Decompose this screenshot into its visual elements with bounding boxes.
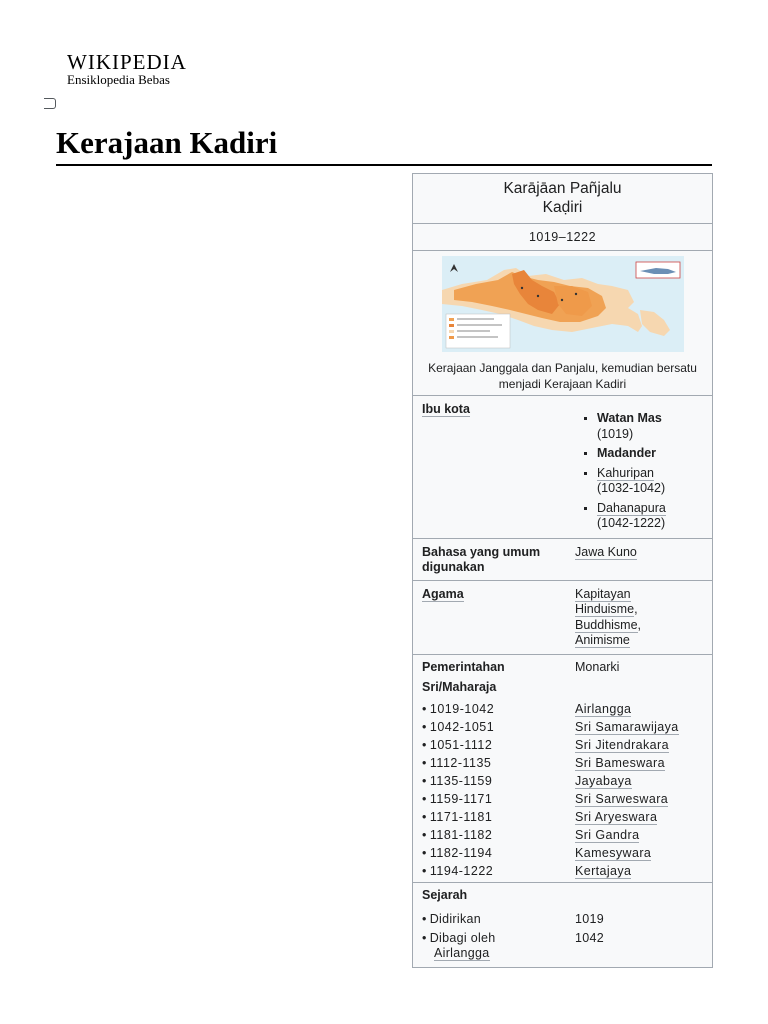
ruler-years: • 1019-1042	[422, 700, 575, 718]
capital-item	[597, 411, 703, 442]
ruler-link[interactable]: Kamesywara	[575, 846, 652, 860]
map-image[interactable]	[422, 251, 703, 358]
ruler-row	[422, 790, 703, 808]
capital-section	[413, 395, 712, 538]
ruler-years: • 1182-1194	[422, 844, 575, 862]
ruler-years: • 1159-1171	[422, 790, 575, 808]
history-event: Dibagi oleh	[429, 931, 496, 945]
capital-link-dahanapura[interactable]: Dahanapura	[597, 500, 666, 515]
ruler-link[interactable]: Sri Gandra	[575, 828, 640, 842]
history-label: Sejarah	[422, 888, 468, 902]
ruler-years: • 1171-1181	[422, 808, 575, 826]
capital-period: (1042-1222)	[597, 516, 666, 530]
page-title: Kerajaan Kadiri	[56, 125, 278, 160]
title-divider	[56, 164, 712, 166]
government-value: Monarki	[575, 659, 620, 674]
language-link[interactable]: Jawa Kuno	[575, 544, 637, 559]
java-map-icon	[442, 256, 684, 352]
ruler-years: • 1112-1135	[422, 754, 575, 772]
government-section	[413, 654, 712, 883]
menu-toggle-icon[interactable]	[44, 98, 56, 109]
religion-link-kapitayan[interactable]: Kapitayan	[575, 586, 631, 601]
ruler-link[interactable]: Jayabaya	[575, 774, 632, 788]
ruler-label: Sri/Maharaja	[422, 680, 497, 694]
ruler-link[interactable]: Sri Jitendrakara	[575, 738, 669, 752]
history-row: • Dibagi oleh Airlangga 1042	[422, 931, 605, 960]
ruler-row	[422, 844, 703, 862]
capital-name: Watan Mas	[597, 411, 662, 425]
capital-item	[597, 466, 703, 497]
history-event-link[interactable]: Airlangga	[434, 946, 490, 960]
infobox-title-line1: Karājāan Pañjalu	[503, 180, 622, 197]
infobox-map-section	[413, 250, 712, 395]
capital-period: (1019)	[597, 426, 634, 441]
capital-period: (1032-1042)	[597, 481, 666, 495]
capital-list	[575, 411, 703, 532]
infobox-years: 1019–1222	[413, 223, 712, 250]
ruler-row	[422, 718, 703, 736]
map-caption: Kerajaan Janggala dan Panjalu, kemudian bersatu menjadi Kerajaan Kadiri	[428, 361, 697, 391]
religion-section: Agama Kapitayan Hinduisme, Buddhisme, Animisme	[413, 580, 712, 654]
language-section	[413, 538, 712, 580]
history-row: • Didirikan 1019	[422, 912, 605, 926]
wikipedia-wordmark: WIKIPEDIA	[67, 50, 187, 74]
history-year: 1019	[575, 912, 605, 926]
ruler-link[interactable]: Sri Aryeswara	[575, 810, 658, 824]
religion-link-hinduisme[interactable]: Hinduisme	[575, 602, 635, 616]
capital-label[interactable]: Ibu kota	[422, 402, 470, 416]
ruler-row	[422, 808, 703, 826]
history-year: 1042	[575, 931, 605, 945]
history-section	[413, 882, 712, 967]
history-event: Didirikan	[429, 912, 482, 926]
ruler-link[interactable]: Sri Samarawijaya	[575, 720, 679, 734]
ruler-years: • 1042-1051	[422, 718, 575, 736]
ruler-row	[422, 826, 703, 844]
ruler-row	[422, 772, 703, 790]
government-label: Pemerintahan	[422, 659, 505, 674]
ruler-years: • 1135-1159	[422, 772, 575, 790]
ruler-link[interactable]: Airlangga	[575, 702, 632, 716]
religion-label[interactable]: Agama	[422, 586, 464, 601]
capital-link-kahuripan[interactable]: Kahuripan	[597, 465, 654, 480]
ruler-link[interactable]: Sri Bameswara	[575, 756, 665, 770]
ruler-row	[422, 736, 703, 754]
capital-item	[597, 501, 703, 532]
language-label: Bahasa yang umum digunakan	[422, 544, 541, 574]
infobox	[412, 173, 713, 968]
infobox-title-line2: Kaḍiri	[542, 199, 583, 216]
ruler-row	[422, 700, 703, 718]
religion-link-buddhisme[interactable]: Buddhisme	[575, 617, 638, 632]
ruler-link[interactable]: Kertajaya	[575, 864, 632, 878]
religion-link-animisme[interactable]: Animisme	[575, 633, 630, 647]
ruler-link[interactable]: Sri Sarweswara	[575, 792, 669, 806]
wikipedia-logo[interactable]	[67, 52, 187, 87]
ruler-years: • 1181-1182	[422, 826, 575, 844]
ruler-row	[422, 862, 703, 880]
capital-item	[597, 446, 703, 462]
ruler-list	[422, 700, 703, 880]
capital-name: Madander	[597, 446, 657, 460]
ruler-row	[422, 754, 703, 772]
ruler-years: • 1051-1112	[422, 736, 575, 754]
infobox-title	[413, 174, 712, 223]
wikipedia-tagline: Ensiklopedia Bebas	[67, 72, 170, 87]
ruler-years: • 1194-1222	[422, 862, 575, 880]
